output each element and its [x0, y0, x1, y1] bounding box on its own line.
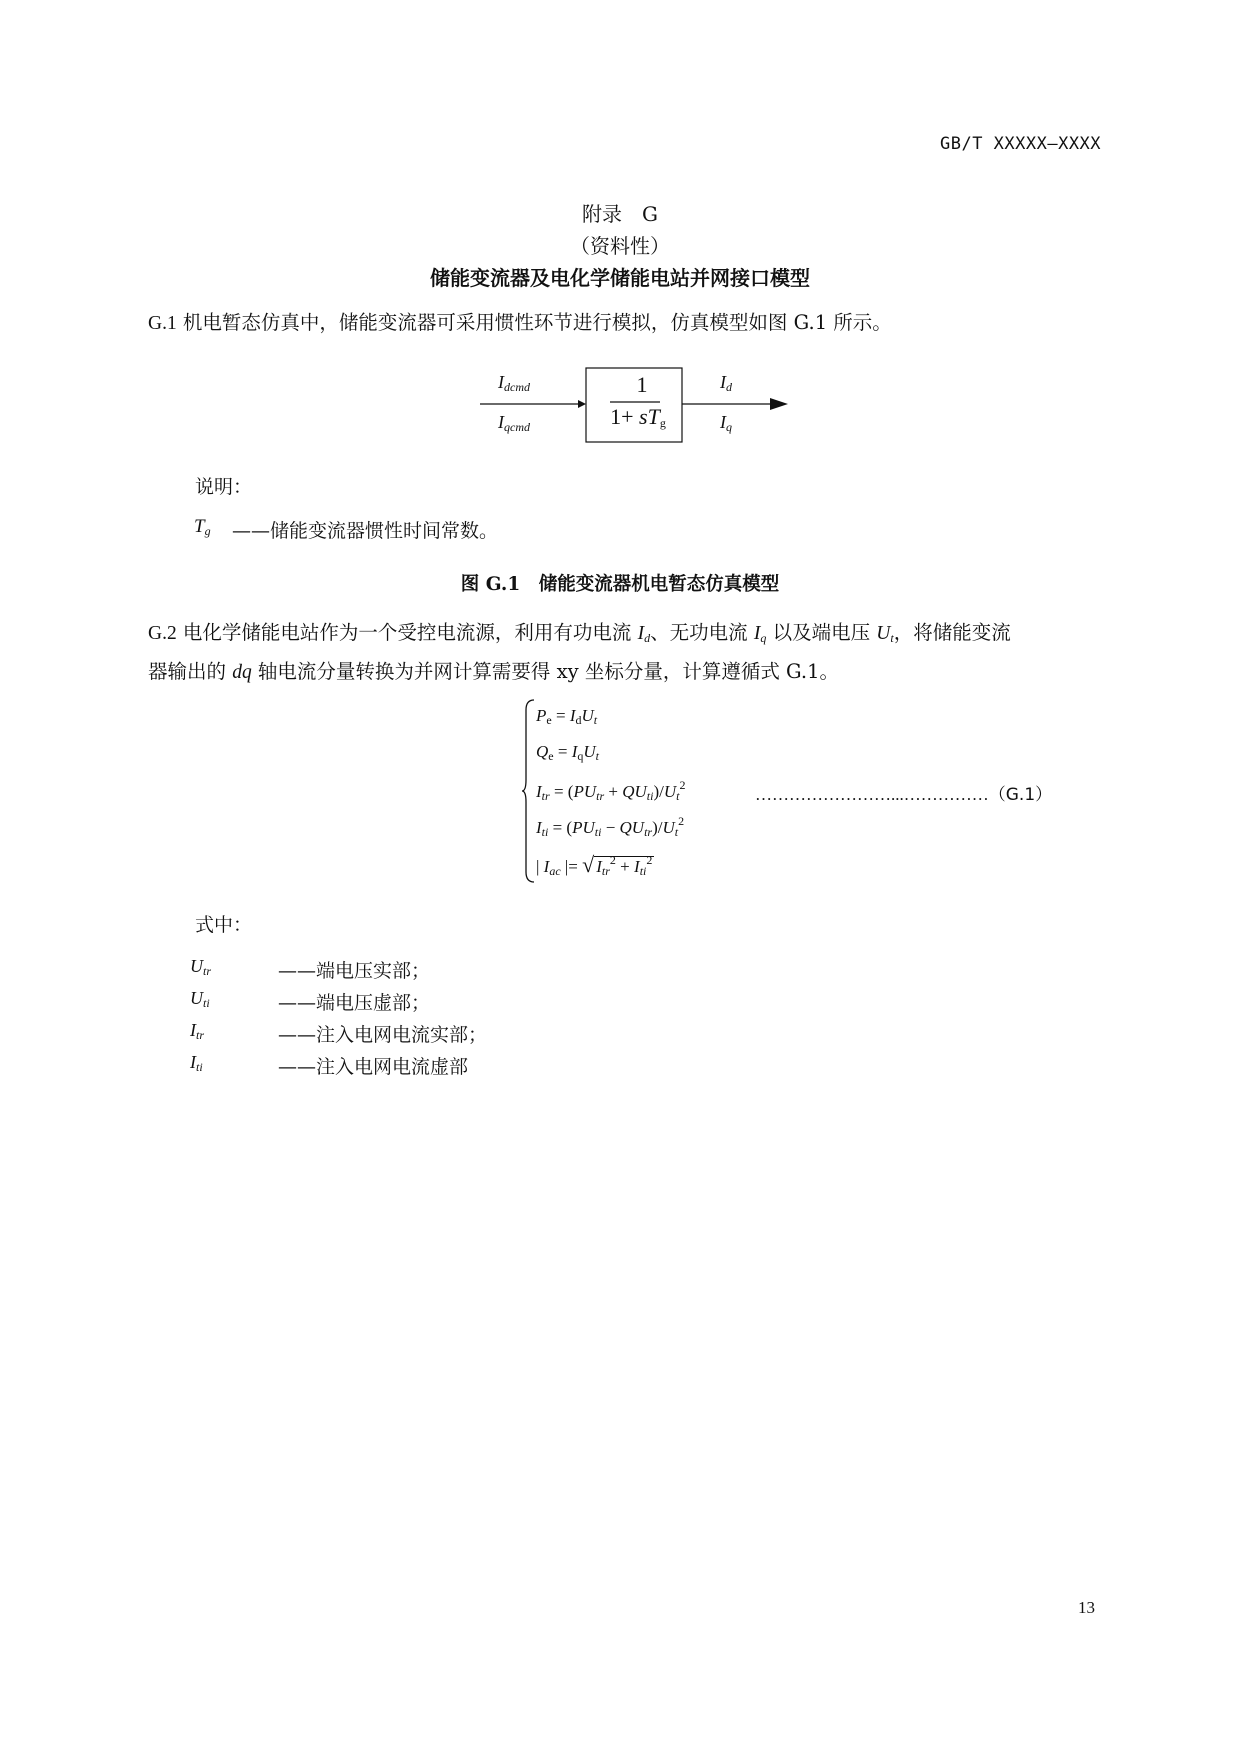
equation-line-iac: | $I_{ac}$ |= √ $I_{tr}^2 + I_{ti}^2$: [536, 852, 653, 878]
section-g2-number: G.2: [148, 623, 177, 644]
figure-note-label: 说明：: [195, 476, 253, 498]
output-d-label: $I_d$: [720, 372, 732, 394]
definition-text-utr: ——端电压实部；: [278, 960, 431, 982]
input-qcmd-label: $I_{qcmd}$: [498, 412, 530, 434]
output-q-label: $I_q$: [720, 412, 732, 434]
definition-text-uti: ——端电压虚部；: [278, 992, 431, 1014]
equation-label: （G.1）: [988, 785, 1053, 805]
section-g2-line2-a: 器输出的: [148, 660, 227, 683]
definitions-intro: 式中：: [195, 914, 253, 936]
figure-note-symbol: $T_g$: [194, 516, 211, 538]
appendix-label: 附录 G: [582, 202, 658, 226]
symbol-ut: $U_t$: [876, 623, 894, 645]
appendix-title: 储能变流器及电化学储能电站并网接口模型: [430, 266, 810, 290]
equation-brace: [522, 698, 536, 884]
appendix-nature: （资料性）: [570, 234, 670, 258]
definition-symbol-utr: $U_{tr}$: [190, 956, 212, 978]
symbol-dq: dq: [232, 662, 252, 683]
definition-symbol-uti: $U_{ti}$: [190, 988, 210, 1010]
page-number: 13: [1078, 1598, 1095, 1617]
section-g2-line2-b: 轴电流分量转换为并网计算需要得 xy 坐标分量，计算遵循式 G.1。: [257, 660, 840, 683]
equation-line-pe: $P_e = I_dU_t$: [536, 706, 598, 727]
section-g2-paragraph: [148, 616, 1118, 690]
definition-symbol-iti: $I_{ti}$: [190, 1052, 203, 1074]
equation-line-qe: $Q_e = I_qU_t$: [536, 742, 599, 763]
equation-leader-dots: ……………………...……………: [755, 785, 989, 804]
section-g2-text-a: 电化学储能电站作为一个受控电流源，利用有功电流: [182, 621, 632, 644]
section-g1-paragraph: [148, 306, 1118, 341]
symbol-iq: $I_q$: [753, 623, 767, 645]
input-arrowhead: [578, 400, 586, 408]
equation-reference: [755, 780, 1052, 805]
section-g1-text: 机电暂态仿真中，储能变流器可采用惯性环节进行模拟，仿真模型如图 G.1 所示。: [182, 311, 892, 334]
fraction-denominator: $1+ sT_g$: [610, 404, 666, 430]
section-g1-number: G.1: [148, 313, 177, 334]
equation-line-iti: $I_{ti} = (PU_{ti} - QU_{tr})/U_t^2$: [536, 814, 685, 839]
figure-caption: 图 G.1 储能变流器机电暂态仿真模型: [460, 574, 780, 595]
definition-symbol-itr: $I_{tr}$: [190, 1020, 205, 1042]
section-g2-text-d: ，将储能变流: [893, 621, 1011, 644]
standard-code: GB/T XXXXX—XXXX: [940, 134, 1102, 154]
section-g2-text-c: 以及端电压: [772, 621, 871, 644]
definition-text-itr: ——注入电网电流实部；: [278, 1024, 488, 1046]
figure-note-text: ——储能变流器惯性时间常数。: [232, 520, 499, 542]
symbol-id: $I_d$: [637, 623, 651, 645]
fraction-numerator: 1: [636, 372, 648, 397]
definition-text-iti: ——注入电网电流虚部: [278, 1056, 469, 1078]
output-arrowhead: [770, 398, 788, 410]
section-g2-text-b: 、无功电流: [650, 621, 748, 644]
equation-line-itr: $I_{tr} = (PU_{tr} + QU_{ti})/U_t^2$: [536, 778, 686, 803]
input-dcmd-label: $I_{dcmd}$: [498, 372, 530, 394]
